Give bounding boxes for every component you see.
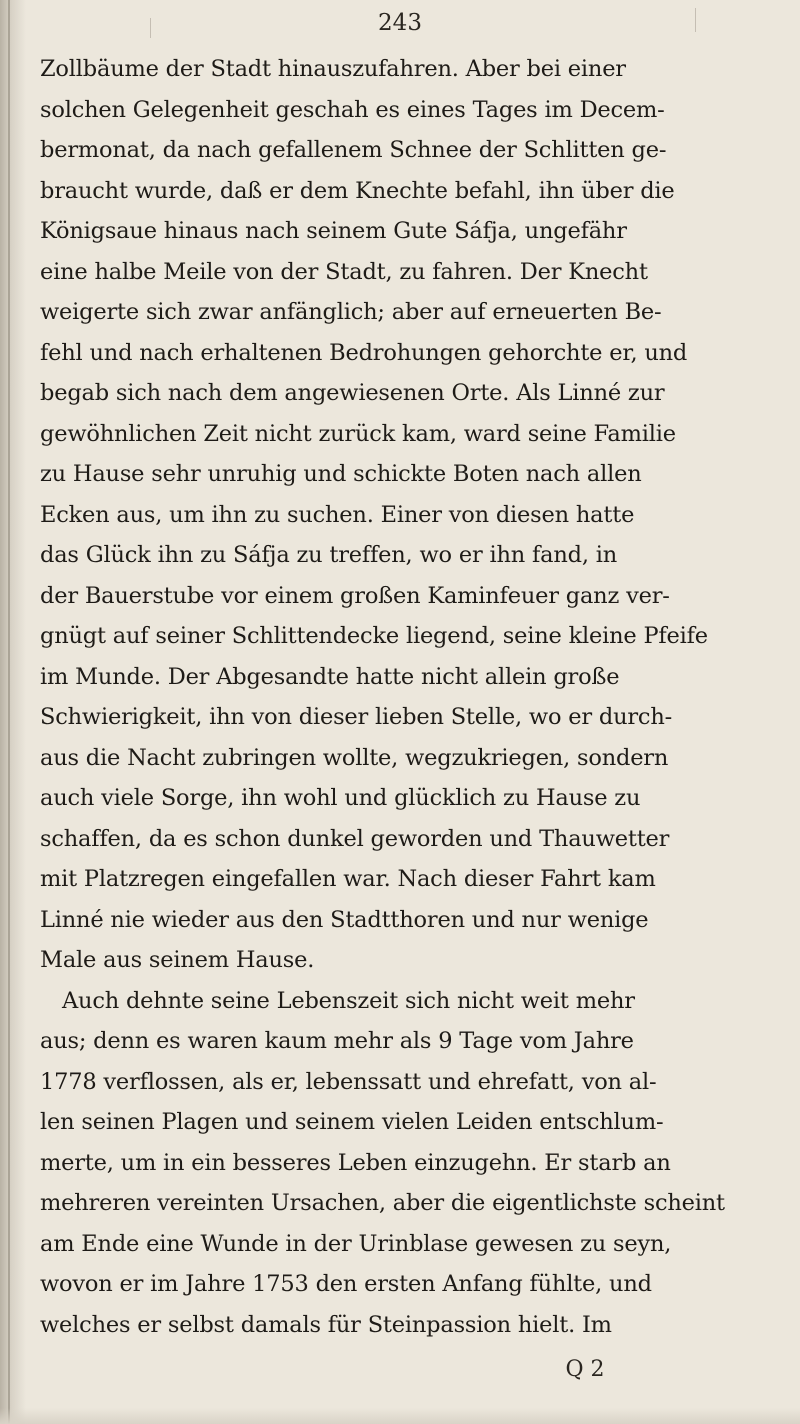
text-line: 1778 verflossen, als er, lebenssatt und ehrefatt, von al- <box>40 1068 657 1095</box>
text-line: zu Hause sehr unruhig und schickte Boten nach allen <box>40 461 642 487</box>
text-line: im Munde. Der Abgesandte hatte nicht allein große <box>40 663 620 690</box>
text-line: mehreren vereinten Ursachen, aber die eigentlichste scheint <box>40 1190 725 1216</box>
text-line: welches er selbst damals für Steinpassion hielt. Im <box>40 1311 612 1338</box>
text-line: braucht wurde, daß er dem Knechte befahl, ihn über die <box>40 177 675 204</box>
text-line: schaffen, da es schon dunkel geworden und Thauwetter <box>40 825 670 852</box>
text-line: Schwierigkeit, ihn von dieser lieben Stelle, wo er durch- <box>40 704 673 730</box>
text-line: len seinen Plagen und seinem vielen Leiden entschlum- <box>40 1109 664 1135</box>
text-line: fehl und nach erhaltenen Bedrohungen gehorchte er, und <box>40 339 688 366</box>
text-line: Auch dehnte seine Lebenszeit sich nicht weit mehr <box>62 987 635 1014</box>
page-bottom-edge <box>0 1408 800 1424</box>
margin-mark <box>695 8 696 32</box>
text-line: begab sich nach dem angewiesenen Orte. Als Linné zur <box>40 380 665 406</box>
text-line: merte, um in ein besseres Leben einzugehn. Er starb an <box>40 1149 671 1176</box>
binding-edge <box>8 0 10 1424</box>
text-line: Königsaue hinaus nach seinem Gute Sáfja, ungefähr <box>40 218 627 244</box>
text-line: solchen Gelegenheit geschah es eines Tages im Decem- <box>40 96 665 123</box>
text-line: Male aus seinem Hause. <box>40 947 315 973</box>
signature-mark: Q 2 <box>565 1357 605 1382</box>
text-line: aus; denn es waren kaum mehr als 9 Tage vom Jahre <box>40 1028 634 1054</box>
text-line: Ecken aus, um ihn zu suchen. Einer von diesen hatte <box>40 501 635 528</box>
binding-gutter <box>0 0 26 1424</box>
page-number: 243 <box>378 10 422 36</box>
text-line: Linné nie wieder aus den Stadtthoren und nur wenige <box>40 906 649 933</box>
text-line: weigerte sich zwar anfänglich; aber auf erneuerten Be- <box>40 299 662 325</box>
text-line: gnügt auf seiner Schlittendecke liegend, seine kleine Pfeife <box>40 623 708 649</box>
text-line: am Ende eine Wunde in der Urinblase gewesen zu seyn, <box>40 1230 672 1257</box>
text-line: der Bauerstube vor einem großen Kaminfeuer ganz ver- <box>40 582 670 609</box>
text-line: eine halbe Meile von der Stadt, zu fahren. Der Knecht <box>40 258 648 285</box>
text-line: bermonat, da nach gefallenem Schnee der Schlitten ge- <box>40 137 667 163</box>
text-line: aus die Nacht zubringen wollte, wegzukriegen, sondern <box>40 744 669 771</box>
margin-mark <box>150 18 151 38</box>
text-line: das Glück ihn zu Sáfja zu treffen, wo er ihn fand, in <box>40 542 618 568</box>
text-line: gewöhnlichen Zeit nicht zurück kam, ward seine Familie <box>40 420 676 447</box>
text-line: mit Platzregen eingefallen war. Nach dieser Fahrt kam <box>40 866 656 892</box>
text-line: wovon er im Jahre 1753 den ersten Anfang fühlte, und <box>40 1271 652 1297</box>
text-line: Zollbäume der Stadt hinauszufahren. Aber bei einer <box>40 56 626 82</box>
text-line: auch viele Sorge, ihn wohl und glücklich zu Hause zu <box>40 785 641 811</box>
